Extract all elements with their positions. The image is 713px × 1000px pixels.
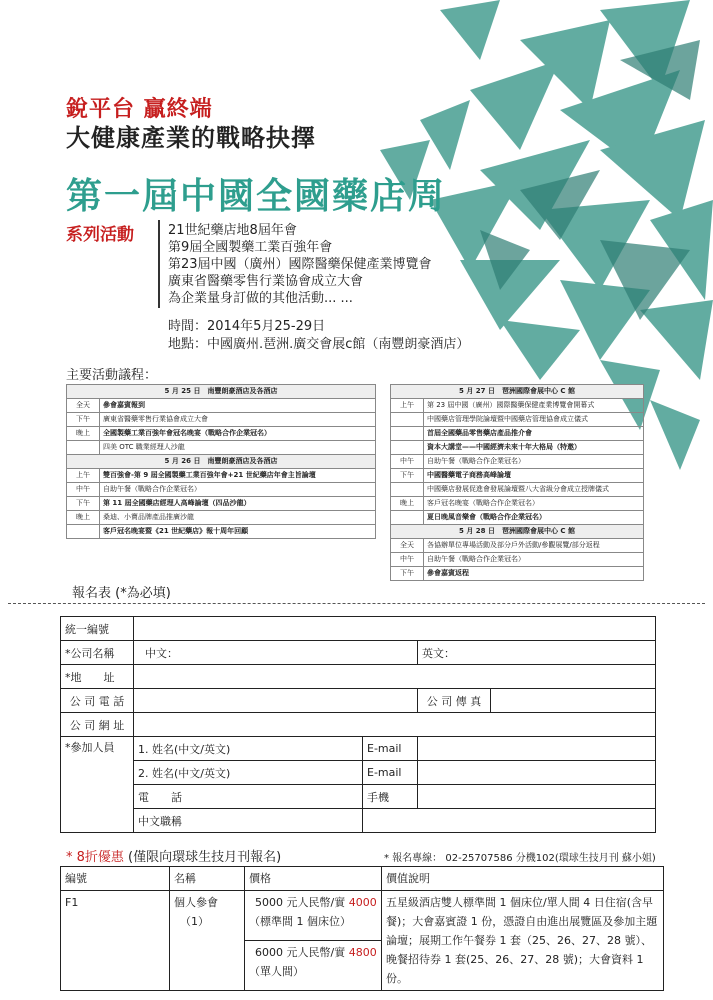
agenda-row [67, 525, 376, 539]
agenda-row [391, 441, 644, 455]
chinese-label: 中文： [145, 646, 178, 660]
agenda-title: 主要活動議程： [66, 368, 158, 383]
agenda-row [391, 455, 644, 469]
col-header-name: 名稱 [170, 867, 245, 891]
title-blank[interactable] [363, 809, 656, 833]
agenda-time: 晚上 [391, 497, 424, 511]
discount-title [66, 846, 281, 865]
discount-rest: (僅限向環球生技月刊報名) [123, 850, 282, 865]
headline-line1: 銳平台 贏終端 [66, 97, 213, 122]
fax-label: 公 司 傳 真 [418, 689, 491, 713]
agenda-item: 第 23 屆中國（廣州）國際醫藥保健產業博覽會開幕式 [424, 399, 644, 413]
event-time: 時間：2014年5月25-29日 [168, 319, 326, 334]
company-name-label: *公司名稱 [61, 641, 134, 665]
agenda-item: 自助午餐（戰略合作企業冠名） [424, 455, 644, 469]
agenda-item: 資本大講堂——中國經濟未來十年大格局（特邀） [424, 441, 644, 455]
series-divider [158, 220, 160, 308]
agenda-row [391, 399, 644, 413]
agenda-row [67, 399, 376, 413]
package-name-line1: 個人參會 [174, 896, 218, 909]
series-list [168, 222, 432, 307]
agenda-item: 參會嘉賓報到 [100, 399, 376, 413]
agenda-item: 四美 OTC 職業經理人沙龍 [100, 441, 376, 455]
agenda-time [67, 525, 100, 539]
agenda-time: 下午 [391, 469, 424, 483]
col-header-desc: 價值說明 [382, 867, 664, 891]
agenda-day-header-text: 5 月 27 日 琶洲國際會展中心 C 館 [391, 385, 644, 399]
agenda-item: 夏日晚風音樂會（戰略合作企業冠名） [424, 511, 644, 525]
name1-field[interactable]: 1. 姓名(中文/英文) [134, 737, 363, 761]
package-name-line2: （1） [180, 915, 209, 928]
agenda-time [67, 441, 100, 455]
agenda-time: 中午 [67, 483, 100, 497]
col-header-code: 編號 [61, 867, 170, 891]
agenda-item: 參會嘉賓返程 [424, 567, 644, 581]
price-table [60, 866, 664, 991]
agenda-item: 首屆全國藥品零售藥店產品推介會 [424, 427, 644, 441]
agenda-day-header [67, 455, 376, 469]
email1-field[interactable] [418, 737, 656, 761]
agenda-time: 晚上 [67, 511, 100, 525]
agenda-item: 中國藥店管理學院論壇暨中國藥店管理協會成立儀式 [424, 413, 644, 427]
price2-discount: 4800 [348, 946, 377, 959]
agenda-day-header-text: 5 月 26 日 南豐朗豪酒店及各酒店 [67, 455, 376, 469]
title-label: 中文職稱 [138, 814, 182, 828]
agenda-time: 中午 [391, 455, 424, 469]
address-field[interactable] [134, 665, 656, 689]
phone-field[interactable] [134, 689, 418, 713]
agenda-time [391, 413, 424, 427]
agenda-time: 全天 [391, 539, 424, 553]
website-field[interactable] [134, 713, 656, 737]
english-label: 英文： [422, 646, 455, 660]
agenda-item: 客戶冠名晚宴（戰略合作企業冠名） [424, 497, 644, 511]
agenda-item: 雙百強會-第 9 屆全國製藥工業百強年會+21 世紀藥店年會主旨論壇 [100, 469, 376, 483]
series-item: 第9屆全國製藥工業百強年會 [168, 240, 333, 255]
agenda-row [391, 469, 644, 483]
agenda-time: 晚上 [67, 427, 100, 441]
agenda-day-header-text: 5 月 28 日 琶洲國際會展中心 C 館 [391, 525, 644, 539]
agenda-item: 中國藥店發展促進會發展論壇暨八大省級分會成立授牌儀式 [424, 483, 644, 497]
price-option-2 [245, 941, 382, 991]
headline-line2: 大健康產業的戰略抉擇 [66, 124, 316, 152]
agenda-time: 下午 [67, 497, 100, 511]
event-place: 地點：中國廣州.琶洲.廣交會展c館（南豐朗豪酒店） [168, 337, 470, 352]
agenda-row [391, 511, 644, 525]
agenda-day-header [67, 385, 376, 399]
fax-field[interactable] [491, 689, 656, 713]
agenda-time: 中午 [391, 553, 424, 567]
name2-field[interactable]: 2. 姓名(中文/英文) [134, 761, 363, 785]
agenda-row [67, 427, 376, 441]
agenda-row [391, 567, 644, 581]
registration-hotline: * 報名專線： 02-25707586 分機102(環球生技月刊 蘇小姐) [384, 853, 656, 864]
title-field[interactable] [134, 809, 363, 833]
company-name-en-field[interactable] [418, 641, 656, 665]
agenda-row [67, 511, 376, 525]
agenda-day-header [391, 385, 644, 399]
agenda-row [391, 497, 644, 511]
agenda-time [391, 511, 424, 525]
company-name-cn-field[interactable] [134, 641, 418, 665]
package-name [170, 891, 245, 991]
agenda-row [67, 469, 376, 483]
price1-discount: 4000 [348, 896, 377, 909]
agenda-item: 各協辦單位專場活動及部分戶外活動/參觀展覽/部分返程 [424, 539, 644, 553]
series-item: 為企業量身訂做的其他活動... ... [168, 291, 353, 306]
tel-label: 電 話 [138, 790, 182, 804]
agenda-row [391, 539, 644, 553]
agenda-item: 廣東省醫藥零售行業協會成立大會 [100, 413, 376, 427]
agenda-time [391, 483, 424, 497]
price2-text: 6000 元人民幣/實 [255, 946, 349, 959]
unified-no-field[interactable] [134, 617, 656, 641]
main-title: 第一屆中國全國藥店周 [66, 176, 447, 217]
unified-no-label: 統一編號 [61, 617, 134, 641]
email1-label: E-mail [363, 737, 418, 761]
agenda-row [391, 413, 644, 427]
agenda-row [67, 441, 376, 455]
agenda-item: 自助午餐（戰略合作企業冠名） [424, 553, 644, 567]
package-description: 五星級酒店雙人標準間 1 個床位/單人間 4 日住宿(含早餐)；大會嘉賓證 1 份，憑證自由進出展覽區及參加主題論壇；展期工作午餐券 1 套（25、26、27、28 號）、晚餐招待券 1 套(25、26、27、28 號)；大會資料 1 份。 [382, 891, 664, 991]
agenda-item: 桑迪、小寶品牌產品推廣沙龍 [100, 511, 376, 525]
price-option-1 [245, 891, 382, 941]
email2-label: E-mail [363, 761, 418, 785]
agenda-item: 中國醫藥電子商務高峰論壇 [424, 469, 644, 483]
series-item: 廣東省醫藥零售行業協會成立大會 [168, 274, 364, 289]
package-code: F1 [61, 891, 170, 991]
agenda-time [391, 441, 424, 455]
agenda-row [67, 497, 376, 511]
agenda-time: 下午 [391, 567, 424, 581]
series-label: 系列活動 [66, 225, 134, 245]
agenda-time: 全天 [67, 399, 100, 413]
website-label: 公 司 網 址 [61, 713, 134, 737]
series-item: 第23屆中國（廣州）國際醫藥保健產業博覽會 [168, 257, 432, 272]
discount-highlight: 8折優惠 [76, 850, 124, 865]
agenda-row [67, 413, 376, 427]
email2-field[interactable] [418, 761, 656, 785]
agenda-row [391, 553, 644, 567]
agenda-time [391, 427, 424, 441]
agenda-item: 全國製藥工業百強年會冠名晚宴（戰略合作企業冠名） [100, 427, 376, 441]
mobile-field[interactable] [418, 785, 656, 809]
phone-label: 公 司 電 話 [61, 689, 134, 713]
price1-text: 5000 元人民幣/實 [255, 896, 349, 909]
tel-field[interactable] [134, 785, 363, 809]
agenda-item: 自助午餐（戰略合作企業冠名） [100, 483, 376, 497]
agenda-row [391, 427, 644, 441]
agenda-row [391, 483, 644, 497]
dashed-cut-line [8, 603, 705, 604]
event-info [168, 318, 469, 354]
col-header-price: 價格 [245, 867, 382, 891]
agenda-time: 下午 [67, 413, 100, 427]
agenda-item: 第 11 屆全國藥店經理人高峰論壇（四品沙龍） [100, 497, 376, 511]
agenda-row [67, 483, 376, 497]
series-item: 21世紀藥店地8屆年會 [168, 223, 297, 238]
agenda-table-right [390, 384, 644, 581]
agenda-table-left [66, 384, 376, 539]
attendee-label: *參加人員 [61, 737, 134, 833]
agenda-time: 上午 [391, 399, 424, 413]
registration-form [60, 616, 656, 833]
registration-title: 報名表 (*為必填) [72, 586, 171, 601]
discount-prefix: * [66, 850, 77, 865]
agenda-day-header-text: 5 月 25 日 南豐朗豪酒店及各酒店 [67, 385, 376, 399]
address-label: *地 址 [61, 665, 134, 689]
agenda-item: 客戶冠名晚宴暨《21 世紀藥店》報十周年回顧 [100, 525, 376, 539]
price2-note: （單人間） [249, 965, 304, 978]
mobile-label: 手機 [363, 785, 418, 809]
price1-note: （標準間 1 個床位） [249, 915, 351, 928]
agenda-day-header [391, 525, 644, 539]
agenda-time: 上午 [67, 469, 100, 483]
